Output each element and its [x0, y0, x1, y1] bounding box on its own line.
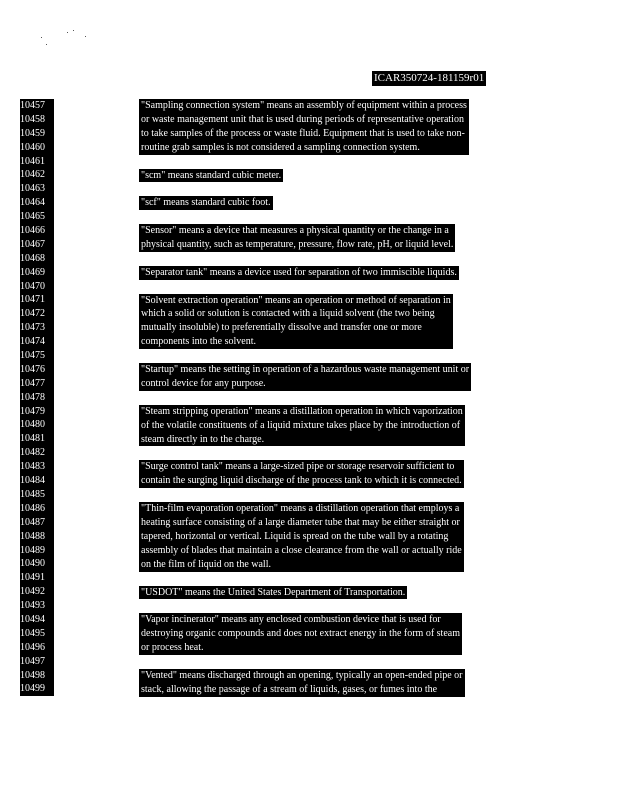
line-number: 10461: [20, 155, 45, 167]
definition-line: physical quantity, such as temperature, pressure, flow rate, pH, or liquid level.: [141, 238, 454, 250]
definition-block: [139, 294, 453, 350]
definition-line: assembly of blades that maintain a close clearance from the wall or actually ride: [141, 544, 462, 556]
definition-line: tapered, horizontal or vertical. Liquid is spread on the tube wall by a rotating: [139, 530, 464, 544]
scan-specks: [40, 28, 100, 48]
line-number: 10470: [20, 280, 45, 292]
definition-line: on the film of liquid on the wall.: [139, 558, 464, 572]
line-number: 10495: [20, 627, 45, 639]
definition-block: [139, 460, 464, 488]
line-number: 10462: [20, 169, 45, 181]
definition-block: [139, 99, 469, 155]
definition-block: [139, 502, 464, 571]
line-number: 10489: [20, 544, 45, 556]
line-number: 10457: [20, 100, 45, 111]
line-number: 10491: [20, 572, 45, 584]
line-number: 10487: [20, 516, 45, 528]
line-number: 10499: [20, 683, 45, 695]
line-number: 10458: [20, 113, 45, 125]
definition-line: of the volatile constituents of a liquid mixture takes place by the introduction of: [139, 419, 465, 433]
definition-line: "Vented" means discharged through an opening, typically an open-ended pipe or: [141, 669, 463, 681]
definition-line: steam directly in to the charge.: [139, 433, 465, 447]
definition-block: [139, 196, 273, 210]
definition-line: "Sensor" means a device that measures a physical quantity or the change in a: [139, 224, 455, 238]
definition-block: [139, 669, 465, 697]
definition-line: "scm" means standard cubic meter.: [141, 169, 282, 181]
definition-line: "Surge control tank" means a large-sized pipe or storage reservoir sufficient to: [139, 460, 464, 474]
line-number: 10476: [20, 363, 45, 375]
definition-line: heating surface consisting of a large diameter tube that may be either straight or: [139, 516, 464, 530]
definition-block: [139, 613, 462, 655]
definition-line: "Solvent extraction operation" means an operation or method of separation in: [141, 294, 451, 306]
definition-line: components into the solvent.: [139, 335, 453, 349]
line-number: 10486: [20, 502, 45, 514]
line-number: 10482: [20, 447, 45, 459]
definition-block: [139, 224, 455, 252]
line-number: 10471: [20, 294, 45, 306]
line-number: 10473: [20, 322, 45, 334]
line-number: 10481: [20, 433, 45, 445]
definition-line: destroying organic compounds and does not extract energy in the form of steam: [141, 628, 460, 640]
definition-line: "Startup" means the setting in operation of a hazardous waste management unit or: [141, 364, 470, 376]
definition-line: mutually insoluble) to preferentially dissolve and transfer one or more: [139, 321, 453, 335]
definition-line: "USDOT" means the United States Department of Transportation.: [141, 586, 406, 598]
definition-line: "Steam stripping operation" means a distillation operation in which vaporization: [141, 405, 463, 417]
definition-line: to take samples of the process or waste fluid. Equipment that is used to take non-: [139, 127, 469, 141]
definition-block: [139, 266, 459, 280]
line-number: 10480: [20, 419, 45, 431]
definition-line: routine grab samples is not considered a sampling connection system.: [139, 141, 469, 155]
line-number: 10459: [20, 127, 45, 139]
definition-block: [139, 405, 465, 447]
line-number: 10493: [20, 600, 45, 612]
line-number: 10479: [20, 405, 45, 417]
definition-line: "Sampling connection system" means an assembly of equipment within a process: [141, 100, 467, 111]
definition-block: [139, 363, 471, 391]
line-number: 10484: [20, 475, 45, 487]
definition-line: "Separator tank" means a device used for separation of two immiscible liquids.: [141, 266, 457, 278]
line-number: 10472: [20, 308, 45, 320]
line-number: 10478: [20, 391, 45, 403]
definition-line: or waste management unit that is used during periods of representative operation: [139, 113, 469, 127]
definition-block: [139, 586, 407, 600]
definition-line: "scf" means standard cubic foot.: [141, 197, 271, 209]
definition-line: contain the surging liquid discharge of the process tank to which it is connected.: [141, 475, 462, 487]
line-number: 10474: [20, 336, 45, 348]
line-number: 10464: [20, 197, 45, 209]
line-number: 10494: [20, 613, 45, 625]
line-number: 10496: [20, 641, 45, 653]
line-number: 10488: [20, 530, 45, 542]
definition-line: "Thin-film evaporation operation" means a distillation operation that employs a: [139, 502, 464, 516]
line-number: 10463: [20, 183, 45, 195]
line-number: 10475: [20, 350, 45, 362]
document-id-header: ICAR350724-181159r01: [374, 72, 485, 84]
line-number: 10477: [20, 377, 45, 389]
line-numbers-column: [20, 99, 54, 696]
line-number: 10467: [20, 238, 45, 250]
definition-line: "Vapor incinerator" means any enclosed combustion device that is used for: [139, 613, 462, 627]
line-number: 10492: [20, 586, 45, 598]
line-number: 10460: [20, 141, 45, 153]
line-number: 10490: [20, 558, 45, 570]
definition-line: control device for any purpose.: [139, 377, 471, 391]
line-number: 10483: [20, 461, 45, 473]
line-number: 10465: [20, 211, 45, 223]
line-number: 10498: [20, 669, 45, 681]
definition-line: which a solid or solution is contacted with a liquid solvent (the two being: [139, 307, 453, 321]
line-number: 10466: [20, 225, 45, 237]
definition-line: or process heat.: [139, 641, 462, 655]
line-number: 10497: [20, 655, 45, 667]
definition-line: stack, allowing the passage of a stream of liquids, gases, or fumes into the: [139, 683, 465, 697]
line-number: 10468: [20, 252, 45, 264]
line-number: 10469: [20, 266, 45, 278]
line-number: 10485: [20, 488, 45, 500]
definition-block: [139, 169, 283, 183]
